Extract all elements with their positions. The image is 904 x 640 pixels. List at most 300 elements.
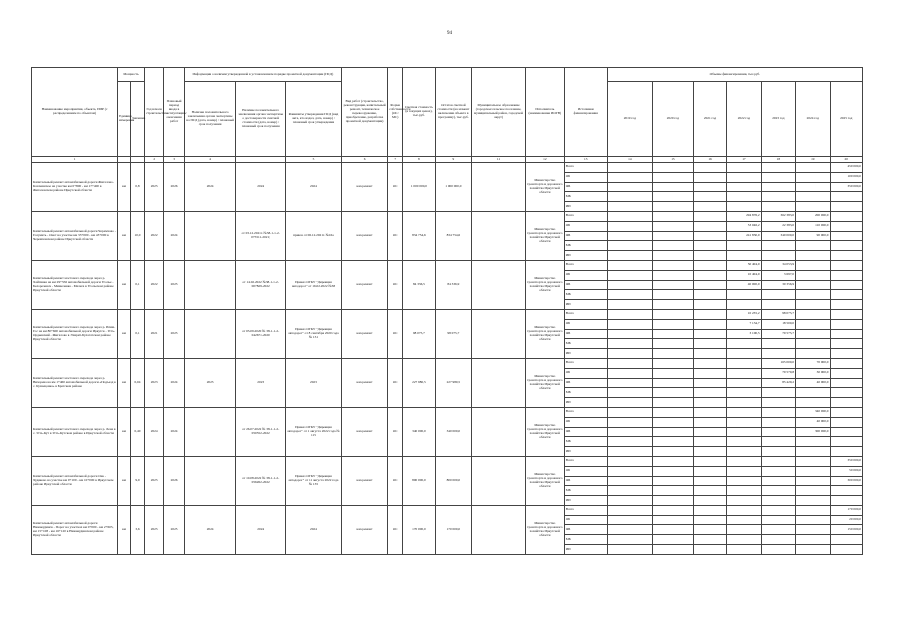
funding-cell — [607, 398, 652, 408]
column-number-cell: 18 — [761, 157, 795, 163]
funding-cell — [796, 447, 830, 457]
est-cost-cell: 98 075,7 — [403, 309, 435, 358]
funding-cell — [693, 182, 726, 192]
funding-cell — [796, 339, 830, 349]
column-number-cell: 14 — [607, 157, 652, 163]
funding-cell — [761, 163, 795, 173]
funding-cell — [727, 515, 761, 525]
year-end-cell: 2023 — [164, 309, 184, 358]
psd-exam-cell — [184, 407, 236, 456]
year-start-cell: 2025 — [144, 505, 163, 554]
ownership-cell: ОС — [388, 456, 403, 505]
source-cell: ФБ — [564, 329, 607, 339]
est-cost-header: Сметная стоимость (в текущих ценах), тыс.руб. — [403, 68, 435, 157]
funding-cell: 362 383,0 — [761, 211, 795, 221]
funding-cell — [727, 378, 761, 388]
funding-cell — [830, 417, 863, 427]
source-cell: ИИ — [564, 300, 607, 310]
source-cell: ИИ — [564, 202, 607, 212]
column-number-cell: 20 — [830, 157, 863, 163]
funding-cell — [652, 231, 693, 241]
funding-cell — [607, 368, 652, 378]
funding-cell: 79 570,8 — [761, 368, 795, 378]
value-cell: 9,9 — [131, 456, 145, 505]
rest-cost-cell: 227 980,5 — [435, 358, 472, 407]
table-row — [32, 358, 863, 368]
funding-cell — [607, 417, 652, 427]
year-header: 2024 год — [796, 82, 830, 157]
funding-cell — [830, 319, 863, 329]
funding-cell — [830, 300, 863, 310]
year-end-cell: 2025 — [164, 505, 184, 554]
funding-cell: 53 046,2 — [727, 221, 761, 231]
funding-cell — [830, 329, 863, 339]
column-number-cell: 6 — [341, 157, 387, 163]
source-cell: ОБ — [564, 515, 607, 525]
funding-cell — [727, 535, 761, 545]
source-cell: ОБ — [564, 417, 607, 427]
object-name-cell: Капитальный ремонт автомобильной дороги Нижнеудинск - Порог на участках км 0+000 - км 2+605, км 15+108 - км 16+120 в Нижнеудинском районе Иркутской области — [32, 505, 118, 554]
funding-cell — [727, 525, 761, 535]
unit-header: Единица измерения — [118, 82, 131, 157]
source-cell: ФБ — [564, 231, 607, 241]
funding-cell — [607, 251, 652, 261]
municipality-cell — [472, 211, 526, 260]
source-cell: Всего — [564, 456, 607, 466]
funding-cell: 98 075,7 — [761, 309, 795, 319]
funding-cell — [652, 368, 693, 378]
funding-cell — [761, 398, 795, 408]
funding-cell — [830, 339, 863, 349]
table-row — [32, 505, 863, 515]
funding-cell: 450 000,0 — [830, 163, 863, 173]
funding-cell — [652, 172, 693, 182]
funding-cell — [607, 525, 652, 535]
source-cell: МБ — [564, 290, 607, 300]
funding-cell — [727, 202, 761, 212]
funding-cell — [796, 163, 830, 173]
funding-cell — [652, 476, 693, 486]
funding-cell — [796, 172, 830, 182]
funding-cell — [830, 290, 863, 300]
funding-cell: 90 000,0 — [796, 231, 830, 241]
rest-cost-cell: 340 000,0 — [435, 407, 472, 456]
funding-cell — [607, 427, 652, 437]
funding-cell — [796, 349, 830, 359]
source-cell: ФБ — [564, 525, 607, 535]
executor-cell: Министерство транспорта и дорожного хозяйства Иркутской области — [525, 211, 564, 260]
funding-cell: 10 404,0 — [727, 270, 761, 280]
funding-cell — [607, 456, 652, 466]
est-cost-cell: 227 980,5 — [403, 358, 435, 407]
funding-header: Объемы финансирования, тыс.руб. — [607, 68, 862, 82]
funding-cell: 30 000,0 — [796, 368, 830, 378]
funding-cell — [693, 476, 726, 486]
source-cell: ОБ — [564, 172, 607, 182]
funding-cell — [727, 388, 761, 398]
unit-cell: км — [118, 358, 131, 407]
funding-cell — [607, 447, 652, 457]
funding-cell — [652, 270, 693, 280]
funding-cell — [693, 437, 726, 447]
funding-cell — [761, 407, 795, 417]
rest-cost-cell: 1 000 000,0 — [435, 163, 472, 212]
psd-exam-cell: 2023 — [184, 358, 236, 407]
funding-cell — [607, 486, 652, 496]
work-type-cell: кап.ремонт — [341, 407, 387, 456]
rest-cost-cell: 84 336,9 — [435, 260, 472, 309]
funding-cell: 300 000,0 — [796, 427, 830, 437]
funding-cell — [652, 378, 693, 388]
funding-cell — [830, 535, 863, 545]
funding-cell — [607, 290, 652, 300]
funding-cell — [761, 466, 795, 476]
column-number-cell: 8 — [403, 157, 435, 163]
funding-cell — [693, 211, 726, 221]
funding-cell — [607, 388, 652, 398]
funding-cell: 340 000,0 — [761, 231, 795, 241]
funding-cell — [761, 290, 795, 300]
funding-cell — [796, 466, 830, 476]
column-number-cell: 7 — [388, 157, 403, 163]
year-end-cell: 2026 — [164, 163, 184, 212]
unit-cell: км — [118, 456, 131, 505]
year-start-cell: 2022 — [144, 260, 163, 309]
column-number-cell: 11 — [472, 157, 526, 163]
year-end-header: Плановый период ввода в эксплуатацию/окончания работ — [164, 68, 184, 157]
funding-cell — [652, 437, 693, 447]
source-cell: Всего — [564, 358, 607, 368]
funding-cell — [727, 339, 761, 349]
funding-cell — [727, 163, 761, 173]
year-start-header: Год начала строительства — [144, 68, 163, 157]
funding-cell — [652, 349, 693, 359]
year-header: 2023 год — [761, 82, 795, 157]
funding-cell — [727, 456, 761, 466]
funding-cell — [796, 300, 830, 310]
funding-cell: 110 000,0 — [796, 221, 830, 231]
object-name-cell: Капитальный ремонт автомобильной дороги Оек - Худяково на участке км 0+100 - км 10+000 в Иркутском районе Иркутской области — [32, 456, 118, 505]
funding-cell — [830, 486, 863, 496]
work-type-cell: кап.ремонт — [341, 358, 387, 407]
year-header: 2022 год — [727, 82, 761, 157]
funding-cell — [830, 221, 863, 231]
funding-cell — [652, 496, 693, 506]
funding-cell — [830, 251, 863, 261]
source-cell: МБ — [564, 437, 607, 447]
psd-exam-cell — [184, 456, 236, 505]
table-row — [32, 456, 863, 466]
funding-cell — [652, 427, 693, 437]
funding-cell — [830, 270, 863, 280]
year-header: 2020 год — [652, 82, 693, 157]
ownership-cell: ОС — [388, 407, 403, 456]
source-cell: МБ — [564, 535, 607, 545]
unit-cell: км — [118, 505, 131, 554]
column-number-cell: 3 — [164, 157, 184, 163]
funding-cell — [607, 300, 652, 310]
source-cell: Всего — [564, 309, 607, 319]
psd-exam-header: Наличие положительного заключения органа экспертизы на ПСД (дата, номер) / плановый срок получения — [184, 82, 236, 157]
unit-cell: км — [118, 309, 131, 358]
funding-cell — [830, 496, 863, 506]
work-type-cell: кап.ремонт — [341, 456, 387, 505]
funding-cell — [761, 535, 795, 545]
source-cell: Всего — [564, 260, 607, 270]
year-start-cell: 2023 — [144, 358, 163, 407]
funding-cell — [652, 407, 693, 417]
municipality-cell — [472, 163, 526, 212]
funding-cell: 22 383,0 — [761, 221, 795, 231]
funding-cell: 50 404,0 — [727, 260, 761, 270]
psd-req-cell: 2023 — [285, 358, 341, 407]
funding-cell — [652, 486, 693, 496]
value-cell: 0,8 — [131, 163, 145, 212]
funding-cell — [830, 231, 863, 241]
funding-cell — [652, 163, 693, 173]
funding-cell — [607, 466, 652, 476]
funding-cell — [607, 192, 652, 202]
funding-cell — [761, 456, 795, 466]
psd-req-cell: 2024 — [285, 163, 341, 212]
funding-cell — [607, 378, 652, 388]
funding-cell — [796, 202, 830, 212]
funding-cell — [727, 466, 761, 476]
executor-cell: Министерство транспорта и дорожного хозяйства Иркутской области — [525, 260, 564, 309]
psd-cost-header: Наличие положительного заключения органа экспертизы о достоверности сметной стоимости (дата, номер) / плановый срок получения — [236, 82, 286, 157]
funding-cell — [652, 388, 693, 398]
funding-cell: 18 500,0 — [761, 319, 795, 329]
ownership-header: Форма собственности (ОС/МС) — [388, 68, 403, 157]
funding-cell — [652, 339, 693, 349]
funding-cell — [693, 456, 726, 466]
funding-cell — [607, 505, 652, 515]
funding-cell — [607, 515, 652, 525]
source-cell: МБ — [564, 388, 607, 398]
psd-cost-cell: от 14.02.2022 №38-1-1-2-007829-2022 — [236, 260, 286, 309]
table-row — [32, 260, 863, 270]
year-end-cell: 2024 — [164, 358, 184, 407]
value-cell: 0,1 — [131, 309, 145, 358]
source-cell: МБ — [564, 339, 607, 349]
rest-cost-cell: 170 000,0 — [435, 505, 472, 554]
funding-cell — [796, 398, 830, 408]
year-start-cell: 2021 — [144, 309, 163, 358]
funding-cell — [693, 231, 726, 241]
funding-cell — [830, 358, 863, 368]
funding-cell — [830, 260, 863, 270]
funding-cell — [761, 349, 795, 359]
funding-cell — [607, 221, 652, 231]
source-cell: ОБ — [564, 319, 607, 329]
funding-cell: 3 697,0 — [761, 270, 795, 280]
object-name-cell: Капитальный ремонт мостового перехода через р. Хайтинка на км 29+556 автомобильной дороги Усолье - Белореченск - Мишелевка - Мальта в Усольском районе Иркутской области — [32, 260, 118, 309]
funding-cell — [607, 280, 652, 290]
column-number-cell: 2 — [144, 157, 163, 163]
object-name-cell: Капитальный ремонт автомобильной дороги Жигалово-Казачинское на участке км 0+800 - км 17+400 в Жигаловском районе Иркутской области — [32, 163, 118, 212]
funding-cell — [796, 241, 830, 251]
funding-cell — [607, 437, 652, 447]
funding-cell — [652, 505, 693, 515]
object-name-cell: Капитальный ремонт мостового перехода через р. Вихорева на км 1+460 автомобильной дороги «Подъезд к с. Кузнецовка» в Братском районе — [32, 358, 118, 407]
funding-cell — [652, 241, 693, 251]
funding-cell — [652, 525, 693, 535]
unit-cell: км — [118, 260, 131, 309]
funding-cell — [607, 241, 652, 251]
funding-cell — [761, 545, 795, 555]
funding-cell — [693, 319, 726, 329]
psd-req-cell: Приказ ОГКУ "Дирекция автодорог" от 11 августа 2022 года № 135 — [285, 456, 341, 505]
work-type-header: Вид работ (строительство, реконструкция, капитальный ремонт, техническое перевооружение, приобретение, разработка проектной документации) — [341, 68, 387, 157]
funding-cell — [830, 388, 863, 398]
value-cell: 0,40 — [131, 407, 145, 456]
value-header: Значение — [131, 82, 145, 157]
source-cell: ИИ — [564, 545, 607, 555]
source-cell: ОБ — [564, 466, 607, 476]
funding-cell — [727, 182, 761, 192]
psd-cost-cell: от 03.09.2020 № 38-1-1-2-042671-2020 — [236, 309, 286, 358]
psd-exam-cell — [184, 211, 236, 260]
year-start-cell: 2025 — [144, 163, 163, 212]
funding-cell — [652, 515, 693, 525]
year-start-cell: 2024 — [144, 407, 163, 456]
value-cell: 3,6 — [131, 505, 145, 554]
funding-cell — [796, 182, 830, 192]
year-start-cell: 2025 — [144, 456, 163, 505]
funding-cell — [796, 505, 830, 515]
work-type-cell: кап.ремонт — [341, 260, 387, 309]
psd-cost-cell: от 10.08.2022 № 38-1-1-2-056262-2022 — [236, 456, 286, 505]
funding-cell — [693, 398, 726, 408]
funding-cell — [761, 300, 795, 310]
page-number: 94 — [447, 31, 452, 36]
funding-cell — [693, 505, 726, 515]
psd-cost-cell: 2024 — [236, 163, 286, 212]
ownership-cell: ОС — [388, 211, 403, 260]
source-cell: ОБ — [564, 270, 607, 280]
column-number-cell: 12 — [525, 157, 564, 163]
executor-cell: Министерство транспорта и дорожного хозяйства Иркутской области — [525, 309, 564, 358]
funding-cell — [830, 309, 863, 319]
funding-cell — [761, 486, 795, 496]
funding-cell — [796, 319, 830, 329]
executor-cell: Министерство транспорта и дорожного хозяйства Иркутской области — [525, 456, 564, 505]
funding-cell — [693, 280, 726, 290]
funding-cell — [693, 535, 726, 545]
funding-cell — [727, 486, 761, 496]
funding-cell — [693, 545, 726, 555]
year-start-cell: 2022 — [144, 211, 163, 260]
funding-cell — [761, 476, 795, 486]
table-row — [32, 309, 863, 319]
funding-cell — [607, 231, 652, 241]
column-number-cell: 9 — [435, 157, 472, 163]
funding-cell — [607, 163, 652, 173]
funding-cell — [796, 270, 830, 280]
funding-cell — [693, 496, 726, 506]
funding-cell — [607, 319, 652, 329]
column-number-cell: 1 — [32, 157, 118, 163]
funding-cell — [652, 456, 693, 466]
executor-cell: Министерство транспорта и дорожного хозяйства Иркутской области — [525, 505, 564, 554]
work-type-cell: кап.ремонт — [341, 211, 387, 260]
funding-cell — [693, 251, 726, 261]
funding-cell — [727, 349, 761, 359]
funding-cell — [830, 398, 863, 408]
funding-cell — [652, 192, 693, 202]
psd-req-cell: Приказ ОГКУ "Дирекция автодорог" от 1 августа 2022 года № 115 — [285, 407, 341, 456]
psd-cost-cell: от 26.07.2022 № 38-1-1-2-050552-2022 — [236, 407, 286, 456]
funding-cell — [761, 525, 795, 535]
source-cell: ИИ — [564, 349, 607, 359]
funding-cell: 70 000,0 — [796, 358, 830, 368]
funding-cell — [607, 309, 652, 319]
funding-cell — [607, 476, 652, 486]
funding-cell: 30 356,9 — [761, 280, 795, 290]
funding-cell — [652, 290, 693, 300]
year-header: 2019 год — [607, 82, 652, 157]
funding-cell: 50 000,0 — [830, 466, 863, 476]
executor-cell: Министерство транспорта и дорожного хозяйства Иркутской области — [525, 407, 564, 456]
funding-cell: 165 000,0 — [761, 358, 795, 368]
funding-cell — [693, 172, 726, 182]
ownership-cell: ОС — [388, 163, 403, 212]
source-cell: ИИ — [564, 496, 607, 506]
funding-cell — [727, 447, 761, 457]
source-cell: Всего — [564, 407, 607, 417]
funding-cell — [652, 466, 693, 476]
executor-cell: Министерство транспорта и дорожного хозяйства Иркутской области — [525, 163, 564, 212]
funding-cell — [796, 545, 830, 555]
funding-cell — [693, 388, 726, 398]
funding-cell: 40 000,0 — [796, 378, 830, 388]
work-type-cell: кап.ремонт — [341, 309, 387, 358]
column-number-cell: 16 — [693, 157, 726, 163]
municipality-cell — [472, 456, 526, 505]
table-row — [32, 163, 863, 173]
est-cost-cell: 1 000 000,0 — [403, 163, 435, 212]
funding-cell — [693, 221, 726, 231]
funding-cell — [796, 535, 830, 545]
source-cell: ФБ — [564, 280, 607, 290]
column-number-cell: 5 — [285, 157, 341, 163]
source-cell: МБ — [564, 486, 607, 496]
funding-cell — [761, 505, 795, 515]
funding-cell: 294 876,2 — [727, 211, 761, 221]
funding-cell — [693, 202, 726, 212]
municipality-header: Муниципальное образование (городское/сельское поселение, муниципальный район, городской округ) — [472, 68, 526, 157]
funding-cell — [607, 339, 652, 349]
table-row — [32, 407, 863, 417]
funding-cell — [607, 329, 652, 339]
funding-cell — [727, 476, 761, 486]
funding-cell — [607, 182, 652, 192]
psd-req-cell: 2024 — [285, 505, 341, 554]
funding-cell — [727, 407, 761, 417]
psd-cost-cell: 2023 — [236, 358, 286, 407]
funding-cell — [607, 535, 652, 545]
funding-cell — [693, 290, 726, 300]
municipality-cell — [472, 505, 526, 554]
funding-cell — [830, 447, 863, 457]
funding-cell — [727, 368, 761, 378]
column-number-cell: 4 — [184, 157, 236, 163]
funding-cell — [761, 202, 795, 212]
source-cell: МБ — [564, 241, 607, 251]
funding-cell — [830, 437, 863, 447]
funding-cell — [727, 496, 761, 506]
value-cell: 0,1 — [131, 260, 145, 309]
